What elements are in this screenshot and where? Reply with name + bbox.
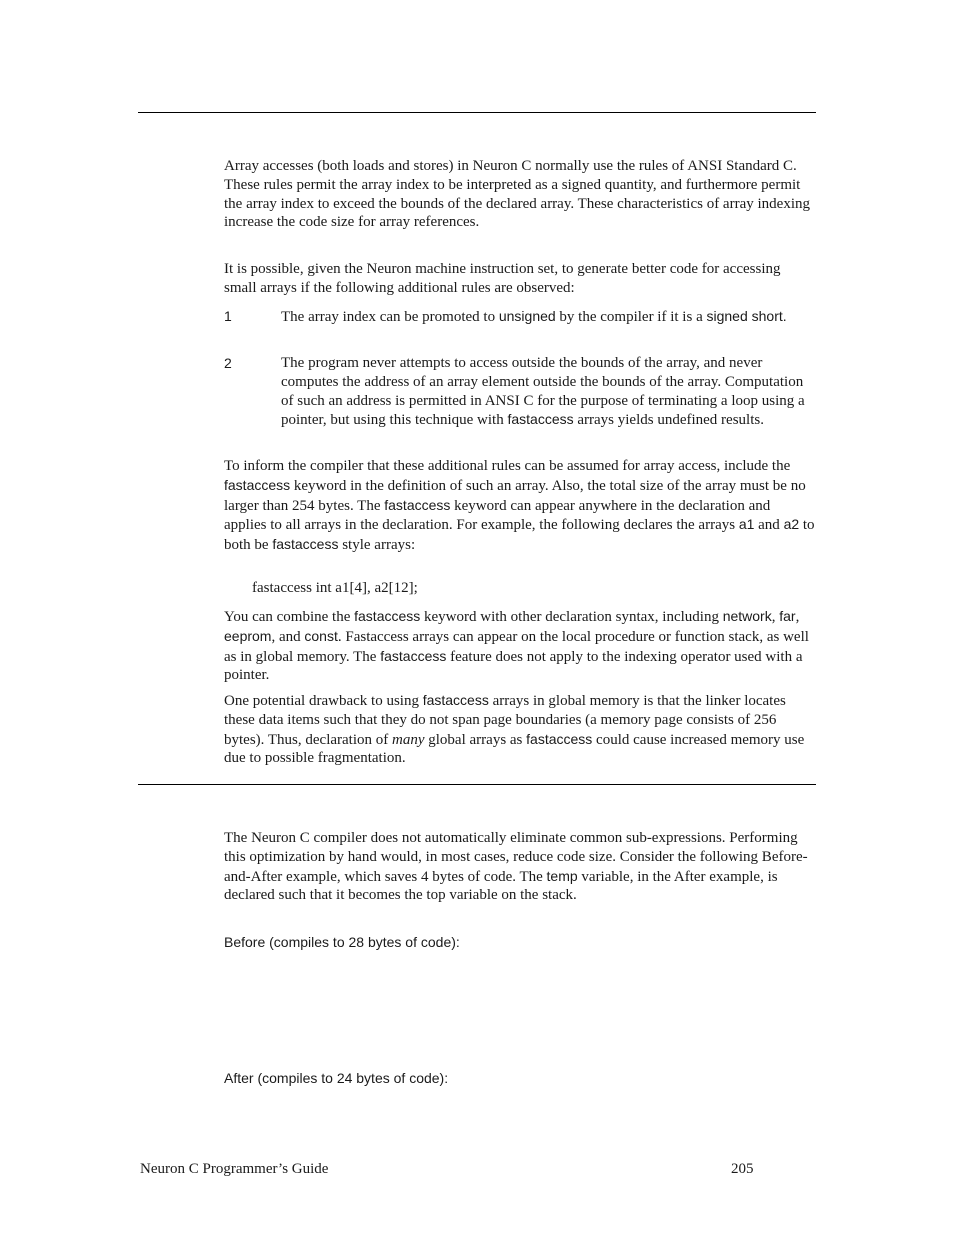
text-run: variable, in the After example, is declared such that it becomes the top variable on the stack. <box>224 868 778 904</box>
paragraph-inform-compiler <box>224 457 816 555</box>
keyword-fastaccess: fastaccess <box>272 536 339 553</box>
section-rule <box>138 784 816 785</box>
keyword-network: network <box>722 608 772 624</box>
text-run: could cause increased memory use due to possible fragmentation. <box>224 731 805 767</box>
text-run: keyword in the definition of such an array. Also, the total size of the array must be no larger than 254 bytes. The <box>224 477 806 514</box>
keyword-a1: a1 <box>738 516 755 533</box>
text-run: The array index can be promoted to <box>281 309 499 325</box>
text-run: feature does not apply to the indexing operator used with a pointer. <box>224 648 803 684</box>
keyword-temp: temp <box>546 867 578 884</box>
emphasis-many: many <box>392 731 425 748</box>
code-example: fastaccess int a1[4], a2[12]; <box>252 580 418 596</box>
text-run: keyword with other declaration syntax, including <box>420 609 723 625</box>
keyword-fastaccess: fastaccess <box>422 692 489 708</box>
paragraph-drawback <box>224 691 816 768</box>
list-item-text <box>281 307 816 327</box>
after-label: After (compiles to 24 bytes of code): <box>224 1070 449 1086</box>
text-run: , <box>795 609 800 625</box>
text-run: One potential drawback to using <box>224 693 423 709</box>
keyword-fastaccess: fastaccess <box>507 411 574 428</box>
keyword-fastaccess: fastaccess <box>384 496 451 513</box>
keyword-eeprom: eeprom <box>224 627 272 644</box>
paragraph-better-code: It is possible, given the Neuron machine instruction set, to generate better code for accessing small arrays if the following additional rules are observed: <box>224 261 781 296</box>
paragraph-combine-keyword <box>224 607 816 685</box>
keyword-const: const <box>304 627 338 644</box>
text-run: , <box>771 609 780 625</box>
text-run: arrays in global memory is that the linker locates these data items such that they do not span page boundaries (a memory page consists of 256 bytes). Thus, declaration of <box>224 693 786 748</box>
text-run: and <box>754 517 784 534</box>
text-run: keyword can appear anywhere in the declaration and applies to all arrays in the declaration. For example, the following declares the arrays <box>224 497 771 534</box>
text-run: The program never attempts to access outside the bounds of the array, and never computes the address of an array element outside the bounds of the array. Computation of such an address is permitted in ANSI C for the purpose of terminating a loop using a pointer, but using this technique with <box>281 355 805 429</box>
paragraph-common-subexpressions <box>224 829 816 905</box>
keyword-fastaccess: fastaccess <box>224 476 291 493</box>
text-run: You can combine the <box>224 609 355 625</box>
keyword-unsigned: unsigned <box>498 308 556 324</box>
text-run: by the compiler if it is a <box>555 309 707 325</box>
list-number: 2 <box>224 355 232 371</box>
text-run: The Neuron C compiler does not automatically eliminate common sub-expressions. Performing this optimization by hand would, in most cases, reduce code size. Consider the following Before-and-After example, which saves 4 bytes of code. The <box>224 830 808 885</box>
text-run: to both be <box>224 517 815 554</box>
text-run: global arrays as <box>424 731 527 748</box>
text-run: , and <box>271 628 305 645</box>
keyword-a2: a2 <box>783 516 800 533</box>
list-number: 1 <box>224 308 232 324</box>
keyword-fastaccess: fastaccess <box>380 647 447 664</box>
keyword-signed-short: signed short. <box>706 308 787 324</box>
keyword-fastaccess: fastaccess <box>354 608 421 624</box>
text-run: style arrays: <box>338 537 416 554</box>
list-item-text <box>281 354 816 430</box>
text-run: arrays yields undefined results. <box>573 412 764 429</box>
text-run: . Fastaccess arrays can appear on the local procedure or function stack, as well as in global memory. The <box>224 628 809 665</box>
paragraph-array-accesses: Array accesses (both loads and stores) in Neuron C normally use the rules of ANSI Standard C. These rules permit the array index to be interpreted as a signed quantity, and furthermore permit the array index to exceed the bounds of the declared array. These characteristics of array indexing increase the code size for array references. <box>224 158 810 231</box>
keyword-fastaccess: fastaccess <box>526 730 593 747</box>
footer-page-number: 205 <box>731 1161 754 1177</box>
before-label: Before (compiles to 28 bytes of code): <box>224 934 460 950</box>
footer-title: Neuron C Programmer’s Guide <box>140 1161 329 1177</box>
keyword-far: far <box>779 608 796 624</box>
text-run: To inform the compiler that these additional rules can be assumed for array access, include the <box>224 458 791 474</box>
top-rule <box>138 112 816 113</box>
